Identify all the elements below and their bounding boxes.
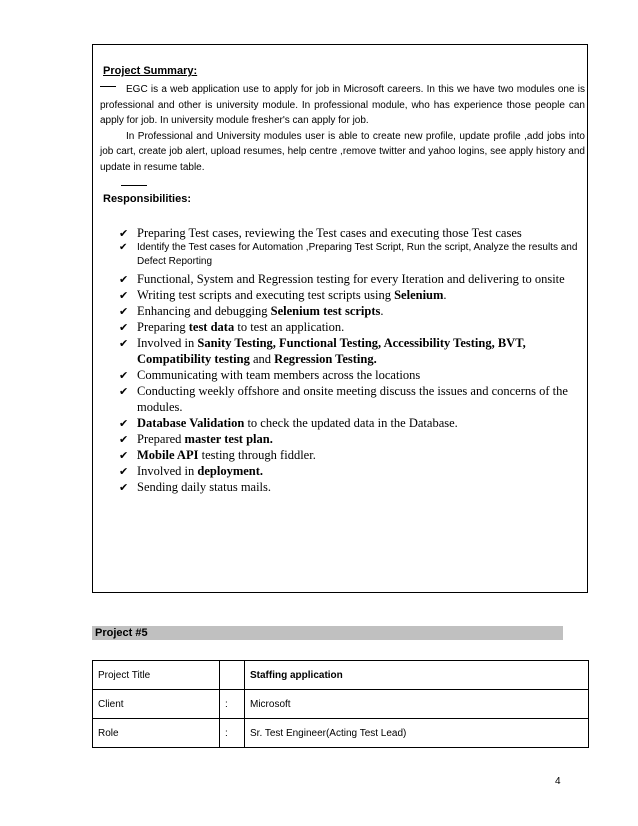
check-mark-icon: ✔ (119, 305, 129, 318)
check-mark-icon: ✔ (119, 242, 128, 253)
project-summary-heading: Project Summary: (103, 65, 198, 77)
list-item (119, 415, 579, 431)
summary-paragraph: EGC is a web application use to apply for job in Microsoft careers. In this we have two modules one is professional and other is university module. In professional module, who has experience those people can apply for job. In university module fresher's can apply for job. (100, 84, 585, 126)
check-mark-icon: ✔ (119, 273, 129, 286)
list-item (119, 319, 579, 335)
check-mark-icon: ✔ (119, 417, 129, 430)
list-item (119, 383, 579, 415)
check-mark-icon: ✔ (119, 337, 129, 350)
list-item (119, 303, 579, 319)
row-label: Role (93, 719, 220, 748)
list-item-text: and (249, 352, 275, 366)
row-value: Microsoft (245, 690, 589, 719)
list-item-text: Identify the Test cases for Automation ,Preparing Test Script, Run the script, Analyze the results and Defect Reporting (137, 242, 578, 267)
table-row (93, 661, 589, 690)
row-separator: : (220, 690, 245, 719)
list-item-text: Database Validation (137, 416, 245, 430)
divider (121, 185, 147, 186)
list-item-text: Involved in (137, 464, 198, 478)
row-label: Client (93, 690, 220, 719)
list-item (119, 431, 579, 447)
project-5-heading: Project #5 (92, 626, 563, 640)
check-mark-icon: ✔ (119, 289, 129, 302)
list-item-text: Communicating with team members across the locations (137, 368, 421, 382)
list-item (119, 463, 579, 479)
check-mark-icon: ✔ (119, 227, 129, 240)
list-item (119, 287, 579, 303)
list-item-text: master test plan. (184, 432, 273, 446)
check-mark-icon: ✔ (119, 433, 129, 446)
row-separator: : (220, 719, 245, 748)
list-item (119, 271, 579, 287)
list-item-text: Conducting weekly offshore and onsite meeting discuss the issues and concerns of the modules. (137, 384, 568, 414)
table-row (93, 690, 589, 719)
list-item-text: Functional, System and Regression testing for every Iteration and delivering to onsite (137, 272, 565, 286)
list-item-text: to check the updated data in the Database. (244, 416, 458, 430)
list-item-text: Selenium (394, 288, 444, 302)
list-item (119, 367, 579, 383)
project-summary-text (100, 82, 585, 175)
page-number: 4 (555, 776, 561, 787)
list-item-text: . (380, 304, 384, 318)
list-item-text: Preparing Test cases, reviewing the Test cases and executing those Test cases (137, 226, 522, 240)
list-item (119, 225, 579, 241)
list-item (119, 241, 579, 269)
check-mark-icon: ✔ (119, 449, 129, 462)
list-item-text: Involved in (137, 336, 198, 350)
responsibilities-heading: Responsibilities: (103, 193, 192, 205)
row-value: Staffing application (245, 661, 589, 690)
check-mark-icon: ✔ (119, 481, 129, 494)
project-summary-box (92, 44, 588, 593)
check-mark-icon: ✔ (119, 465, 129, 478)
list-item-text: deployment. (197, 464, 264, 478)
list-item-text: Preparing (137, 320, 189, 334)
list-item-text: testing through fiddler. (198, 448, 316, 462)
list-item (119, 447, 579, 463)
check-mark-icon: ✔ (119, 369, 129, 382)
list-item-text: test data (188, 320, 235, 334)
check-mark-icon: ✔ (119, 385, 129, 398)
responsibilities-list (119, 225, 579, 495)
row-label: Project Title (93, 661, 220, 690)
project-info-table (92, 660, 589, 748)
row-separator (220, 661, 245, 690)
list-item-text: Writing test scripts and executing test scripts using (137, 288, 395, 302)
list-item-text: Regression Testing. (274, 352, 377, 366)
list-item (119, 335, 579, 367)
list-item (119, 479, 579, 495)
list-item-text: . (443, 288, 447, 302)
list-item-text: Sanity Testing, Functional Testing, Accessibility Testing, BVT, Compatibility testing (137, 336, 526, 366)
check-mark-icon: ✔ (119, 321, 129, 334)
list-item-text: Prepared (137, 432, 185, 446)
row-value: Sr. Test Engineer(Acting Test Lead) (245, 719, 589, 748)
list-item-text: Enhancing and debugging (137, 304, 271, 318)
list-item-text: Selenium test scripts (270, 304, 381, 318)
list-item-text: Sending daily status mails. (137, 480, 272, 494)
list-item-text: Mobile API (137, 448, 199, 462)
summary-paragraph: In Professional and University modules user is able to create new profile, update profile ,add jobs into job cart, create job alert, upload resumes, help centre ,remove twitter and yahoo logins, see apply history and update in resume table. (100, 130, 585, 173)
table-row (93, 719, 589, 748)
list-item-text: to test an application. (234, 320, 345, 334)
